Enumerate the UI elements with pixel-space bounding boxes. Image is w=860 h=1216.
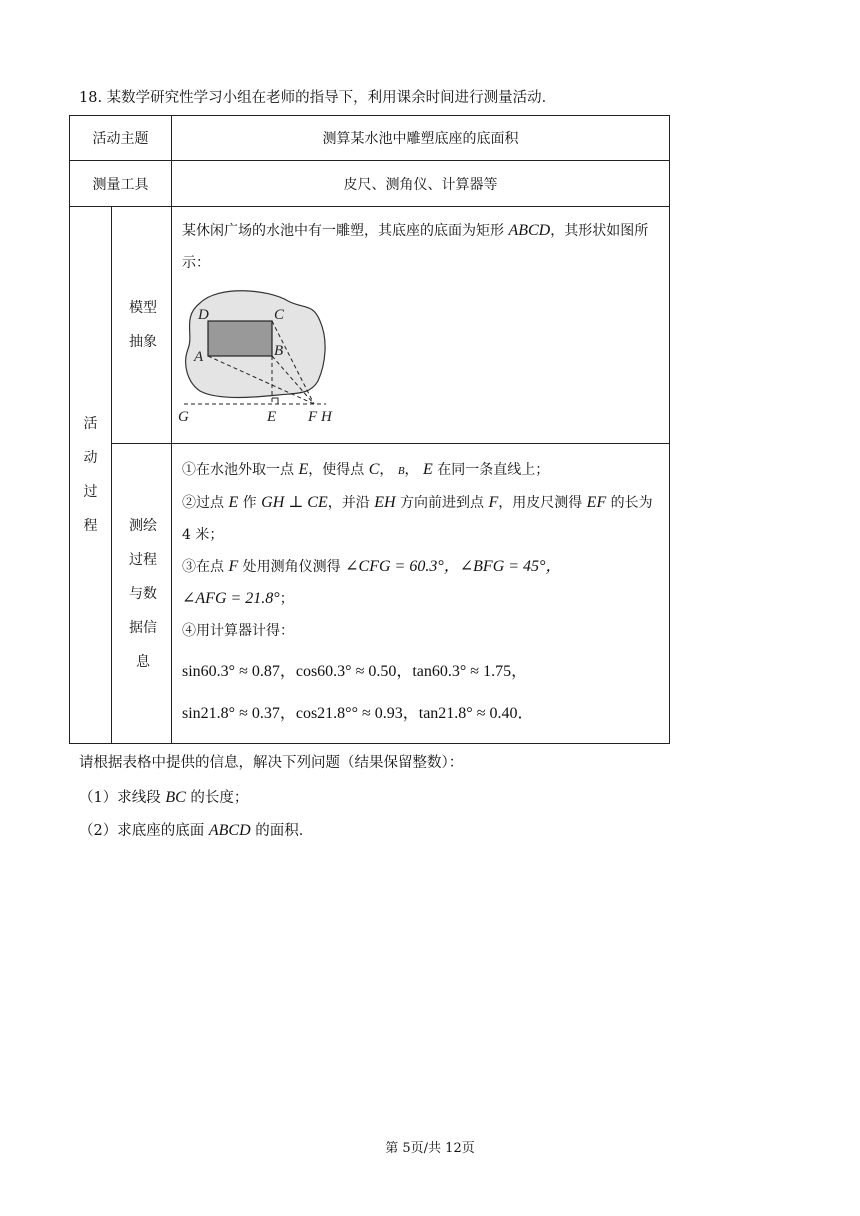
label-d: D [198,307,209,323]
q2-text-b: 的面积． [250,823,314,839]
survey-cell [172,444,670,744]
step3-angle-afg: ∠AFG = 21.8° [182,590,280,607]
model-label-text: 模型抽象 [129,300,157,350]
q1-text-a: （1）求线段 [79,790,166,806]
formula-line-2: sin21.8° ≈ 0.37，cos21.8°° ≈ 0.93，tan21.8° ≈ 0.40． [182,705,534,722]
q2-text-a: （2）求底座的底面 [79,823,209,839]
step1-point-b: B [397,465,405,477]
q1-segment-bc: BC [165,789,186,806]
instruction-text: 请根据表格中提供的信息，解决下列问题（结果保留整数）： [79,755,464,771]
step2-text-e: ，用皮尺测得 [498,495,587,511]
step1-text-end: 在同一条直线上； [432,462,550,478]
model-description [172,207,669,283]
step1-text-a: ①在水池外取一点 [182,462,299,478]
label-b: B [274,343,284,359]
process-label-text: 活动过程 [83,416,98,534]
step3-text-b: 处用测角仪测得 [238,559,346,575]
formula-line-1: sin60.3° ≈ 0.87，cos60.3° ≈ 0.50，tan60.3° ≈ 1.75， [182,663,528,680]
step2-text-b: 作 [238,495,262,511]
base-rectangle-abcd [208,321,272,356]
right-angle-mark [272,398,278,404]
survey-label [112,444,172,744]
label-g: G [178,409,189,425]
step1-sep-1: ， [379,462,398,478]
theme-label: 活动主题 [70,116,172,161]
step3-text-a: ③在点 [182,559,229,575]
question-title: 18. 某数学研究性学习小组在老师的指导下，利用课余时间进行测量活动． [79,90,557,106]
step2-text-a: ②过点 [182,495,229,511]
q2-abcd: ABCD [208,822,251,839]
step2-gh-perp-ce: GH ⊥ CE [261,494,328,511]
label-a: A [194,349,204,365]
step1-text-b: ，使得点 [308,462,369,478]
label-c: C [274,307,285,323]
step3-point-f: F [228,558,239,575]
tools-label: 测量工具 [70,161,172,207]
model-text-2: ，其形状如图所示： [182,223,649,271]
step1-point-e2: E [423,461,433,478]
step2-text-d: 方向前进到点 [395,495,489,511]
label-e: E [267,409,277,425]
step-4: ④用计算器计得： [182,623,294,639]
step-3 [182,551,661,615]
sub-question-2 [79,819,313,840]
survey-label-text: 测绘过程与数据信息 [129,517,157,670]
model-text-1: 某休闲广场的水池中有一雕塑，其底座的底面为矩形 [182,223,509,239]
step-1 [182,454,661,487]
step2-text-c: ，并沿 [327,495,375,511]
step1-sep-2: ， [404,462,423,478]
survey-steps [172,444,669,651]
model-cell [172,207,670,444]
step2-point-f: F [488,494,499,511]
model-label [112,207,172,444]
step2-eh: EH [374,494,396,511]
sculpture-diagram [178,283,378,428]
q1-text-b: 的长度； [185,790,249,806]
step3-text-end: ； [279,591,294,607]
step2-ef: EF [586,494,607,511]
label-f: F [308,409,318,425]
process-label [70,207,112,744]
step1-point-c: C [368,461,380,478]
tools-value: 皮尺、测角仪、计算器等 [172,161,670,207]
step-2 [182,487,661,551]
theme-value: 测算某水池中雕塑底座的底面积 [172,116,670,161]
step2-point-e: E [228,494,239,511]
step3-angles: ∠CFG = 60.3°，∠BFG = 45°， [345,558,562,575]
step2-text-end: 的长为 4 米； [182,495,653,543]
label-h: H [321,409,332,425]
activity-table [69,115,670,744]
model-abcd: ABCD [508,222,551,239]
step1-point-e: E [298,461,309,478]
sub-question-1 [79,786,248,807]
page-footer: 第 5页/共 12页 [385,1141,475,1156]
